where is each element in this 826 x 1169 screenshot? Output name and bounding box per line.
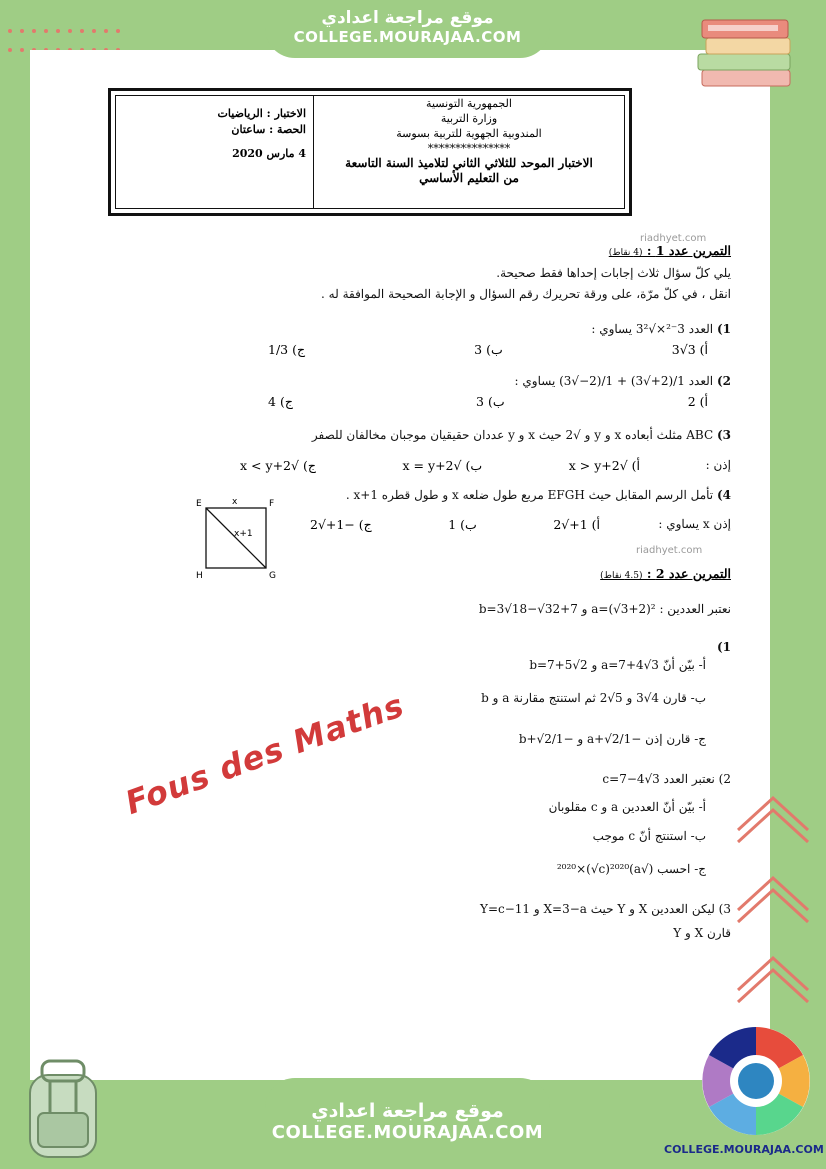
diagonal-label: x+1 [234, 529, 253, 539]
vertex-e: E [196, 499, 202, 509]
banner-arabic: موقع مراجعة اعدادي [321, 8, 494, 28]
exam-date: 4 مارس 2020 [232, 147, 306, 160]
side-label: x [232, 497, 238, 507]
ex2-p1c: ج- قارن إذن −1/a+√2 و −1/b+√2 [518, 732, 706, 746]
watermark: riadhyet.com [640, 233, 707, 244]
ex1-intro-2: انقل ، في كلّ مرّة، على ورقة تحريرك رقم السؤال و الإجابة الصحيحة الموافقة له . [321, 287, 731, 301]
ex1-q4-options: أ) 1+√2 ب) 1 ج) −1+√2 [310, 517, 600, 532]
books-icon [692, 12, 802, 92]
site-logo-icon [695, 1025, 817, 1137]
duration-value: ساعتان [231, 123, 266, 136]
header-institution [313, 96, 624, 208]
exam-title: الاختبار الموحد للثلاثي الثاني لتلاميذ السنة التاسعة [345, 156, 593, 170]
banner-arabic: موقع مراجعة اعدادي [311, 1100, 504, 1122]
ex2-intro: نعتبر العددين : a=(√3+2)² و b=3√18−√32+7 [478, 602, 731, 616]
ex1-q1-options: أ) 3√3 ب) 3 ج) 1/3 [268, 342, 708, 357]
ex2-p3b: قارن X و Y [673, 926, 731, 940]
banner-url[interactable]: COLLEGE.MOURAJAA.COM [293, 28, 522, 46]
site-banner-bottom[interactable] [265, 1078, 550, 1169]
backpack-icon [16, 1055, 111, 1165]
square-figure [196, 494, 282, 582]
ex1-q1: 1) العدد 3⁻²×√3² يساوي : [591, 322, 731, 336]
republic-text: الجمهورية التونسية [426, 97, 512, 110]
watermark: riadhyet.com [636, 545, 703, 556]
ex2-p2b: ب- استنتج أنّ c موجب [592, 829, 706, 843]
exam-header [108, 88, 632, 216]
signature-logo: Fous des Maths [120, 685, 410, 823]
banner-url[interactable]: COLLEGE.MOURAJAA.COM [271, 1122, 544, 1143]
stars-divider: *************** [427, 142, 511, 155]
colon: : [269, 123, 274, 136]
exam-title-2: من التعليم الأساسي [419, 171, 519, 185]
delegation-text: المندوبية الجهوية للتربية بسوسة [396, 127, 542, 140]
ex2-part3: 3) ليكن العددين X و Y حيث X=3−a و Y=c−11 [480, 902, 731, 916]
ex1-q3-options: أ) √2+x > y ب) √2+x = y ج) √2+x < y [240, 458, 640, 473]
header-subject-info [136, 106, 306, 162]
vertex-g: G [269, 571, 276, 581]
duration-label: الحصة [277, 123, 306, 136]
ex2-p2c: ج- احسب (√a)²⁰²⁰×(√c)²⁰²⁰ [556, 862, 706, 876]
logo-url-text[interactable]: COLLEGE.MOURAJAA.COM [664, 1143, 824, 1156]
ex1-intro-1: يلي كلّ سؤال ثلاث إجابات إحداها فقط صحيحة. [496, 266, 731, 280]
colon: : [266, 107, 271, 120]
ex1-q3: 3) ABC مثلث أبعاده x و y و √2 حيث x و y عددان حقيقيان موجبان مخالفان للصفر [311, 428, 731, 442]
ex2-part1: 1) [716, 640, 731, 654]
ex2-part2: 2) نعتبر العدد c=7−4√3 [602, 772, 731, 786]
subject-label: الاختبار [274, 107, 306, 120]
ex2-p1b: ب- قارن 4√3 و 5√2 ثم استنتج مقارنة a و b [481, 691, 706, 705]
subject-value: الرياضيات [217, 107, 263, 120]
vertex-h: H [196, 571, 203, 581]
ex2-p2a: أ- بيّن أنّ العددين a و c مقلوبان [548, 800, 706, 814]
ex2-p1a: أ- بيّن أنّ a=7+4√3 و b=7+5√2 [529, 658, 706, 672]
chevron-decoration-icon [733, 790, 813, 1030]
ex1-q4-lead: إذن x يساوي : [658, 517, 731, 531]
exercise-2-title: التمرين عدد 2 : (4.5 نقاط) [600, 566, 731, 581]
site-banner-top[interactable] [265, 0, 550, 58]
ex1-q3-lead: إذن : [705, 458, 731, 472]
ex1-q4: 4) تأمل الرسم المقابل حيث EFGH مربع طول ضلعه x و طول قطره x+1 . [345, 488, 731, 502]
ex1-q2-options: أ) 2 ب) 3 ج) 4 [268, 394, 708, 409]
ministry-text: وزارة التربية [440, 112, 498, 125]
exercise-1-title: التمرين عدد 1 : (4 نقاط) [608, 243, 731, 258]
ex1-q2: 2) العدد 1/(2+√3) + 1/(2−√3) يساوي : [514, 374, 731, 388]
vertex-f: F [269, 499, 275, 509]
